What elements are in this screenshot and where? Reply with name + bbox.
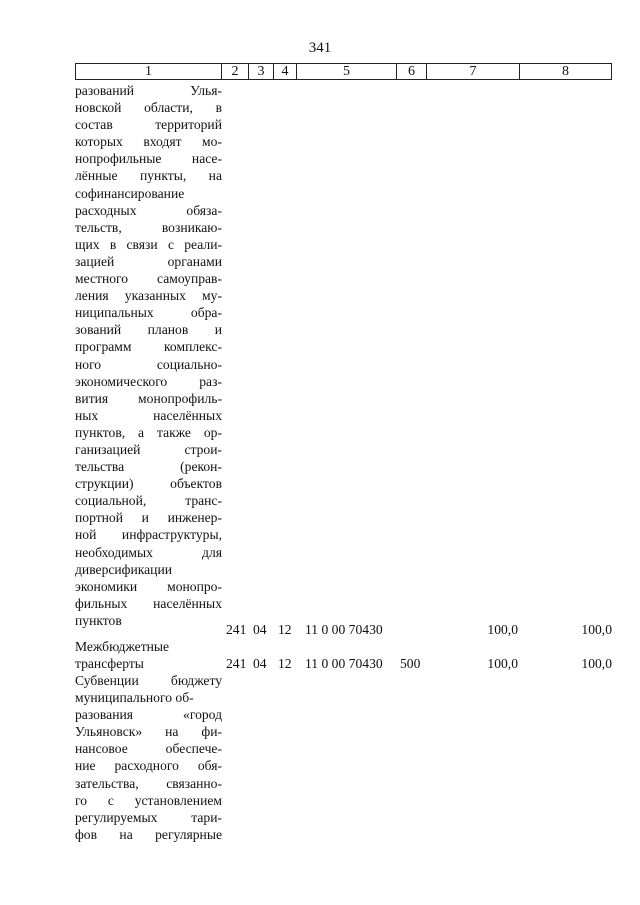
cell-col-8: 100,0 [581, 656, 612, 671]
desc-line: пунктов [75, 612, 122, 628]
desc-line: струкции) объектов [75, 476, 222, 492]
desc-line: софинансирование [75, 185, 185, 201]
desc-line: фильных населённых [75, 595, 222, 611]
desc-line: лённые пункты, на [75, 168, 222, 184]
desc-line: необходимых для [75, 544, 222, 560]
desc-line: Межбюджетные [75, 639, 170, 654]
desc-line: ние расходного обя- [75, 758, 222, 774]
cell-col-5: 11 0 00 70430 [305, 622, 383, 637]
cell-col-2: 241 [226, 656, 247, 671]
desc-line: экономики монопро- [75, 578, 222, 594]
cell-col-7: 100,0 [487, 656, 518, 671]
desc-line: новской области, в [75, 100, 222, 116]
desc-line: социальной, транс- [75, 493, 222, 509]
desc-line: тельства (рекон- [75, 459, 222, 475]
header-col-5: 5 [297, 63, 397, 80]
desc-line: которых входят мо- [75, 134, 222, 150]
desc-line: состав территорий [75, 117, 222, 133]
page-number: 341 [308, 40, 332, 56]
desc-line: щих в связи с реали- [75, 236, 222, 252]
header-col-2: 2 [222, 63, 249, 80]
desc-line: разований Улья- [75, 83, 222, 98]
header-col-8: 8 [520, 63, 612, 80]
header-col-3: 3 [249, 63, 274, 80]
row1-description [75, 82, 222, 629]
cell-col-2: 241 [226, 622, 247, 637]
desc-line: пунктов, а также ор- [75, 424, 222, 440]
desc-line: портной и инженер- [75, 510, 222, 526]
desc-line: го с установлением [75, 792, 222, 808]
header-col-6: 6 [397, 63, 427, 80]
desc-line: программ комплекс- [75, 339, 222, 355]
desc-line: муниципального об- [75, 690, 194, 706]
header-col-4: 4 [274, 63, 297, 80]
header-col-1: 1 [75, 63, 222, 80]
desc-line: зований планов и [75, 322, 222, 338]
desc-line: ного социально- [75, 356, 222, 372]
desc-line: разования «город [75, 707, 222, 723]
desc-line: ления указанных му- [75, 288, 222, 304]
desc-line: ных населённых [75, 407, 222, 423]
desc-line: трансферты [75, 656, 144, 672]
desc-line: зательства, связанно- [75, 775, 222, 791]
desc-line: диверсификации [75, 561, 173, 577]
desc-line: расходных обяза- [75, 202, 222, 218]
desc-line: ной инфраструктуры, [75, 527, 222, 543]
cell-col-6: 500 [400, 656, 421, 671]
desc-line: Ульяновск» на фи- [75, 724, 222, 740]
cell-col-5: 11 0 00 70430 [305, 656, 383, 671]
cell-col-8: 100,0 [581, 622, 612, 637]
cell-col-3: 04 [253, 622, 267, 637]
desc-line: экономического раз- [75, 373, 222, 389]
desc-line: ганизацией строи- [75, 441, 222, 457]
desc-line: нопрофильные насе- [75, 151, 222, 167]
cell-col-4: 12 [278, 656, 292, 671]
cell-col-4: 12 [278, 622, 292, 637]
header-col-7: 7 [427, 63, 520, 80]
desc-line: фов на регулярные [75, 826, 222, 842]
desc-line: Субвенции бюджету [75, 673, 222, 688]
desc-line: нансовое обеспече- [75, 741, 222, 757]
row2-description [75, 638, 222, 672]
desc-line: вития монопрофиль- [75, 390, 222, 406]
desc-line: регулируемых тари- [75, 809, 222, 825]
cell-col-7: 100,0 [487, 622, 518, 637]
cell-col-3: 04 [253, 656, 267, 671]
desc-line: зацией органами [75, 253, 222, 269]
desc-line: ниципальных обра- [75, 305, 222, 321]
row3-description [75, 672, 222, 843]
desc-line: местного самоуправ- [75, 271, 222, 287]
desc-line: тельств, возникаю- [75, 219, 222, 235]
